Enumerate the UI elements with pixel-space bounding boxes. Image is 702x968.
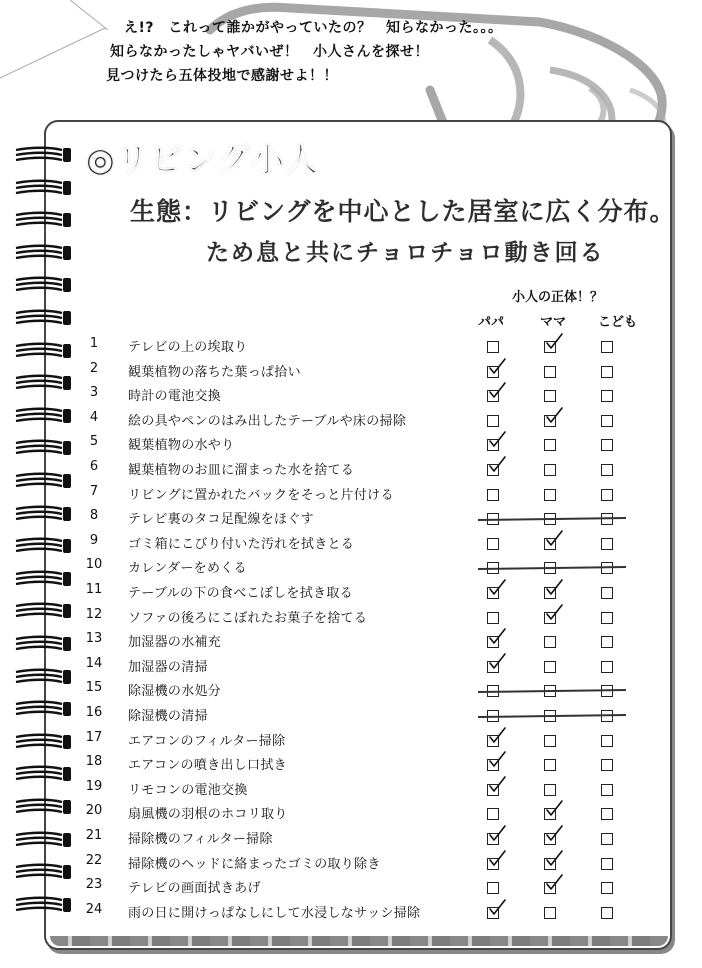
intro-line-3: 見つけたら五体投地で感謝せよ！！ [106, 68, 338, 84]
corner-line [0, 0, 110, 90]
task-text: 掃除機のフィルター掃除 [128, 832, 273, 847]
task-row [0, 607, 702, 631]
task-number: 6 [89, 459, 99, 474]
task-text: エアコンの噴き出し口拭き [128, 758, 287, 774]
spiral-ring [12, 309, 72, 327]
spiral-ring [12, 244, 72, 262]
task-number: 5 [89, 434, 99, 450]
task-row [0, 705, 702, 729]
task-number: 14 [85, 655, 103, 671]
checkbox-kodomo[interactable] [601, 366, 613, 378]
task-number: 17 [85, 729, 103, 745]
check-mark-icon [545, 578, 565, 596]
intro-line-1: え!? これって誰かがやっていたの？ 知らなかった。。。 [124, 20, 503, 36]
checkbox-mama[interactable] [544, 759, 556, 771]
check-mark-icon [545, 849, 565, 867]
checkbox-kodomo[interactable] [601, 415, 613, 427]
checkbox-papa[interactable] [487, 612, 499, 624]
check-mark-icon [488, 775, 508, 793]
spiral-ring [12, 146, 72, 164]
task-row [0, 410, 702, 434]
checkbox-kodomo[interactable] [601, 784, 613, 796]
task-text: 掃除機のヘッドに絡まったゴミの取り除き [128, 856, 381, 872]
task-number: 21 [85, 828, 103, 843]
checkbox-kodomo[interactable] [601, 636, 613, 648]
card-bottom-edge [50, 936, 668, 946]
intro-line-2: 知らなかったしゃヤバいぜ！ 小人さんを探せ！ [110, 44, 429, 60]
task-number: 4 [89, 409, 99, 425]
task-row [0, 582, 702, 606]
task-number: 24 [85, 901, 103, 917]
task-number: 3 [89, 385, 99, 401]
task-number: 20 [85, 803, 103, 819]
task-row [0, 730, 702, 754]
task-text: テレビ裏のタコ足配線をほぐす [128, 512, 314, 528]
task-text: テレビの画面拭きあげ [128, 881, 261, 897]
task-text: 雨の日に開けっぱなしにして水浸しなサッシ掃除 [128, 905, 421, 921]
checkbox-kodomo[interactable] [601, 464, 613, 476]
check-mark-icon [545, 529, 565, 547]
task-text: 観葉植物の落ちた葉っぱ拾い [128, 364, 301, 380]
task-row [0, 803, 702, 827]
check-mark-icon [545, 406, 565, 424]
task-text: ゴミ箱にこびり付いた汚れを拭きとる [128, 536, 355, 552]
page-title: ◎リビング小人 [86, 140, 320, 179]
check-mark-icon [488, 750, 508, 768]
check-mark-icon [488, 627, 508, 645]
checkbox-mama[interactable] [544, 464, 556, 476]
task-row [0, 631, 702, 655]
check-mark-icon [488, 381, 508, 399]
task-number: 19 [85, 778, 103, 794]
checkbox-papa[interactable] [487, 882, 499, 894]
spiral-ring [12, 211, 72, 229]
checkbox-kodomo[interactable] [601, 907, 613, 919]
task-text: 除湿機の清掃 [128, 709, 208, 724]
checkbox-kodomo[interactable] [601, 341, 613, 353]
check-mark-icon [488, 430, 508, 448]
checkbox-mama[interactable] [544, 636, 556, 648]
task-number: 18 [85, 754, 103, 770]
checkbox-mama[interactable] [544, 390, 556, 402]
task-text: ソファの後ろにこぼれたお菓子を捨てる [128, 610, 368, 626]
checkbox-kodomo[interactable] [601, 685, 613, 697]
check-mark-icon [488, 357, 508, 375]
checkbox-kodomo[interactable] [601, 390, 613, 402]
task-number: 16 [85, 705, 103, 720]
task-text: 加湿器の清掃 [128, 659, 208, 675]
habitat-line-2: ため息と共にチョロチョロ動き回る [206, 240, 605, 266]
checkbox-kodomo[interactable] [601, 587, 613, 599]
task-number: 22 [85, 852, 103, 868]
check-mark-icon [488, 652, 508, 670]
task-number: 11 [85, 582, 103, 597]
check-mark-icon [488, 849, 508, 867]
task-text: カレンダーをめくる [128, 561, 247, 577]
task-number: 23 [85, 877, 103, 893]
task-row [0, 754, 702, 778]
task-text: リビングに置かれたバックをそっと片付ける [128, 487, 394, 503]
task-row [0, 828, 702, 852]
task-row [0, 459, 702, 483]
task-text: 観葉植物のお皿に溜まった水を捨てる [128, 463, 355, 478]
task-text: 除湿機の水処分 [128, 684, 222, 700]
checkbox-mama[interactable] [544, 366, 556, 378]
habitat-line-1: 生態：リビングを中心とした居室に広く分布。 [130, 197, 676, 226]
checkbox-kodomo[interactable] [601, 612, 613, 624]
task-number: 10 [85, 557, 103, 573]
checkbox-kodomo[interactable] [601, 439, 613, 451]
task-row [0, 533, 702, 557]
checkbox-papa[interactable] [487, 489, 499, 501]
task-text: テーブルの下の食べこぼしを拭き取る [128, 586, 353, 601]
task-number: 8 [89, 508, 99, 524]
task-text: テレビの上の埃取り [128, 340, 248, 355]
task-row [0, 656, 702, 680]
task-row [0, 361, 702, 385]
spiral-ring [12, 179, 72, 197]
checkbox-kodomo[interactable] [601, 489, 613, 501]
check-mark-icon [545, 873, 565, 891]
checkbox-mama[interactable] [544, 661, 556, 673]
task-number: 9 [89, 532, 99, 548]
task-row [0, 434, 702, 458]
task-row [0, 680, 702, 704]
check-mark-icon [545, 603, 565, 621]
checkbox-kodomo[interactable] [601, 858, 613, 870]
checkbox-papa[interactable] [487, 415, 499, 427]
task-text: エアコンのフィルター掃除 [128, 733, 286, 749]
checkbox-papa[interactable] [487, 538, 499, 550]
task-row [0, 779, 702, 803]
checkbox-mama[interactable] [544, 907, 556, 919]
checkbox-kodomo[interactable] [601, 833, 613, 845]
task-text: 観葉植物の水やり [128, 438, 235, 454]
checkbox-kodomo[interactable] [601, 882, 613, 894]
task-row [0, 853, 702, 877]
intro-text [106, 16, 624, 88]
check-mark-icon [488, 455, 508, 473]
checkbox-kodomo[interactable] [601, 661, 613, 673]
checkbox-mama[interactable] [544, 784, 556, 796]
task-row [0, 336, 702, 360]
task-text: 扇風機の羽根のホコリ取り [128, 807, 288, 823]
task-row [0, 385, 702, 409]
checkbox-mama[interactable] [544, 439, 556, 451]
task-row [0, 877, 702, 901]
checkbox-kodomo[interactable] [601, 562, 613, 574]
column-kodomo: こども [598, 315, 638, 330]
task-number: 2 [89, 360, 99, 376]
column-mama: ママ [540, 315, 567, 330]
check-mark-icon [488, 578, 508, 596]
task-row [0, 902, 702, 926]
checkbox-papa[interactable] [487, 808, 499, 820]
task-text: 加湿器の水補充 [128, 635, 222, 651]
checkbox-kodomo[interactable] [601, 735, 613, 747]
task-text: 絵の具やペンのはみ出したテーブルや床の掃除 [128, 413, 407, 429]
check-mark-icon [545, 799, 565, 817]
checkbox-mama[interactable] [544, 735, 556, 747]
task-number: 13 [85, 631, 103, 647]
task-row [0, 557, 702, 581]
checkbox-papa[interactable] [487, 341, 499, 353]
check-mark-icon [545, 332, 565, 350]
task-number: 12 [85, 606, 103, 622]
task-text: 時計の電池交換 [128, 389, 222, 405]
task-row [0, 484, 702, 508]
task-number: 15 [85, 680, 103, 696]
task-number: 1 [89, 336, 99, 351]
checkbox-mama[interactable] [544, 489, 556, 501]
task-text: リモコンの電池交換 [128, 782, 248, 798]
checkbox-kodomo[interactable] [601, 808, 613, 820]
column-papa: パパ [478, 315, 505, 330]
check-mark-icon [488, 726, 508, 744]
task-number: 7 [89, 483, 99, 499]
check-mark-icon [488, 898, 508, 916]
identity-header: 小人の正体！？ [512, 290, 604, 305]
check-mark-icon [545, 824, 565, 842]
checkbox-kodomo[interactable] [601, 759, 613, 771]
check-mark-icon [488, 824, 508, 842]
spiral-ring [12, 276, 72, 294]
checkbox-kodomo[interactable] [601, 538, 613, 550]
task-row [0, 508, 702, 532]
